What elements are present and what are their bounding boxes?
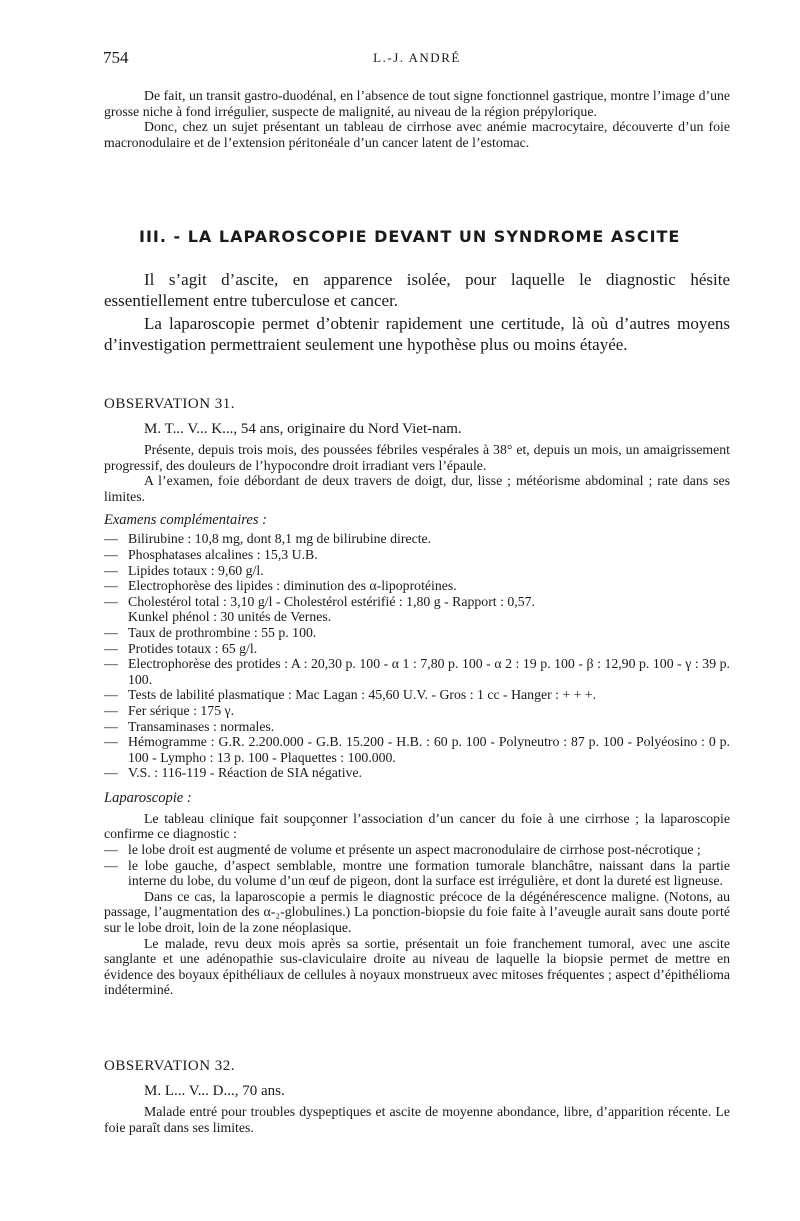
exam-item: — Transaminases : normales. xyxy=(104,719,730,735)
intro-paragraph: Donc, chez un sujet présentant un tableau de cirrhose avec anémie macrocytaire, découverte d’un foie macronodulaire et de l’extension péritonéale d’un cancer latent de l’estomac. xyxy=(104,119,730,150)
finding-item: — le lobe gauche, d’aspect semblable, montre une formation tumorale blanchâtre, naissant dans la partie interne du lobe, du volume d’un œuf de pigeon, dont la surface est irrégulière, et dont la dureté est ligneuse. xyxy=(104,858,730,889)
section-intro-block xyxy=(104,270,730,355)
exam-item: — Electrophorèse des lipides : diminution des α-lipoprotéines. xyxy=(104,578,730,594)
observation-heading: OBSERVATION 31. xyxy=(104,396,236,412)
exam-item: — Hémogramme : G.R. 2.200.000 - G.B. 15.200 - H.B. : 60 p. 100 - Polyneutro : 87 p. 100 - Polyéosino : 0 p. 100 - Lympho : 13 p. 100 - Plaquettes : 100.000. xyxy=(104,734,730,765)
section-number: III. - xyxy=(139,227,182,246)
intro-block xyxy=(104,88,730,150)
section-paragraph: Il s’agit d’ascite, en apparence isolée, pour laquelle le diagnostic hésite essentiellement entre tuberculose et cancer. xyxy=(104,270,730,310)
exams-list xyxy=(104,531,730,781)
exam-item: — Fer sérique : 175 γ. xyxy=(104,703,730,719)
exam-item: — Phosphatases alcalines : 15,3 U.B. xyxy=(104,547,730,563)
page-header xyxy=(103,48,731,70)
patient-line: M. T... V... K..., 54 ans, originaire du Nord Viet-nam. xyxy=(144,421,462,437)
exam-item: — Lipides totaux : 9,60 g/l. xyxy=(104,563,730,579)
exam-item: — Tests de labilité plasmatique : Mac Lagan : 45,60 U.V. - Gros : 1 cc - Hanger : + + +. xyxy=(104,687,730,703)
discussion-paragraph: Dans ce cas, la laparoscopie a permis le diagnostic précoce de la dégénérescence maligne. (Notons, au passage, l’augmentation des α-₂-globulines.) La ponction-biopsie du foie faite à l’aveugle aurait sans doute porté sur le lobe droit, loin de la zone néoplasique. xyxy=(104,888,730,936)
observation-32 xyxy=(104,1058,730,1135)
laparoscopie-heading: Laparoscopie : xyxy=(104,789,192,806)
section-paragraph: La laparoscopie permet d’obtenir rapidement une certitude, là où d’autres moyens d’investigation permettraient seulement une hypothèse plus ou moins étayée. xyxy=(104,314,730,354)
exam-item: — Protides totaux : 65 g/l. xyxy=(104,641,730,657)
page-number: 754 xyxy=(103,48,129,67)
patient-line: M. L... V... D..., 70 ans. xyxy=(144,1083,285,1099)
clinical-paragraph: Malade entré pour troubles dyspeptiques et ascite de moyenne abondance, libre, d’apparition récente. Le foie paraît dans ses limites. xyxy=(104,1104,730,1135)
observation-31 xyxy=(104,396,730,998)
exam-item: — Bilirubine : 10,8 mg, dont 8,1 mg de bilirubine directe. xyxy=(104,531,730,547)
clinical-paragraph: Présente, depuis trois mois, des poussées fébriles vespérales à 38° et, depuis un mois, un amaigrissement progressif, des douleurs de l’hypocondre droit irradiant vers l’épaule. xyxy=(104,442,730,473)
section-heading xyxy=(139,227,739,246)
exams-heading: Examens complémentaires : xyxy=(104,512,267,529)
exam-item: — V.S. : 116-119 - Réaction de SIA négative. xyxy=(104,765,730,781)
intro-paragraph: De fait, un transit gastro-duodénal, en l’absence de tout signe fonctionnel gastrique, montre l’image d’une grosse niche à fond irrégulier, suspecte de malignité, au niveau de la région prépylorique. xyxy=(104,88,730,119)
exam-item: — Electrophorèse des protides : A : 20,30 p. 100 - α 1 : 7,80 p. 100 - α 2 : 19 p. 100 - β : 12,90 p. 100 - γ : 39 p. 100. xyxy=(104,656,730,687)
discussion-paragraph: Le malade, revu deux mois après sa sortie, présentait un foie franchement tumoral, avec une ascite sanglante et une adénopathie sus-claviculaire droite au niveau de laquelle la biopsie permet de mettre en évidence des boyaux épithéliaux de cellules à noyaux monstrueux avec mitoses fréquentes ; aspect d’épithélioma indéterminé. xyxy=(104,935,730,998)
finding-item: — le lobe droit est augmenté de volume et présente un aspect macronodulaire de cirrhose post-nécrotique ; xyxy=(104,842,730,858)
laparoscopie-intro: Le tableau clinique fait soupçonner l’association d’un cancer du foie à une cirrhose ; la laparoscopie confirme ce diagnostic : xyxy=(104,810,730,842)
observation-heading: OBSERVATION 32. xyxy=(104,1058,236,1074)
laparoscopie-findings xyxy=(104,842,730,889)
running-title: L.-J. ANDRÉ xyxy=(373,50,461,65)
clinical-paragraph: A l’examen, foie débordant de deux travers de doigt, dur, lisse ; météorisme abdominal ; rate dans ses limites. xyxy=(104,473,730,504)
section-title: LA LAPAROSCOPIE DEVANT UN SYNDROME ASCITE xyxy=(187,227,681,246)
exam-item: — Taux de prothrombine : 55 p. 100. xyxy=(104,625,730,641)
exam-item: Kunkel phénol : 30 unités de Vernes. xyxy=(128,609,332,625)
exam-item: — Cholestérol total : 3,10 g/l - Cholestérol estérifié : 1,80 g - Rapport : 0,57. xyxy=(104,594,730,610)
